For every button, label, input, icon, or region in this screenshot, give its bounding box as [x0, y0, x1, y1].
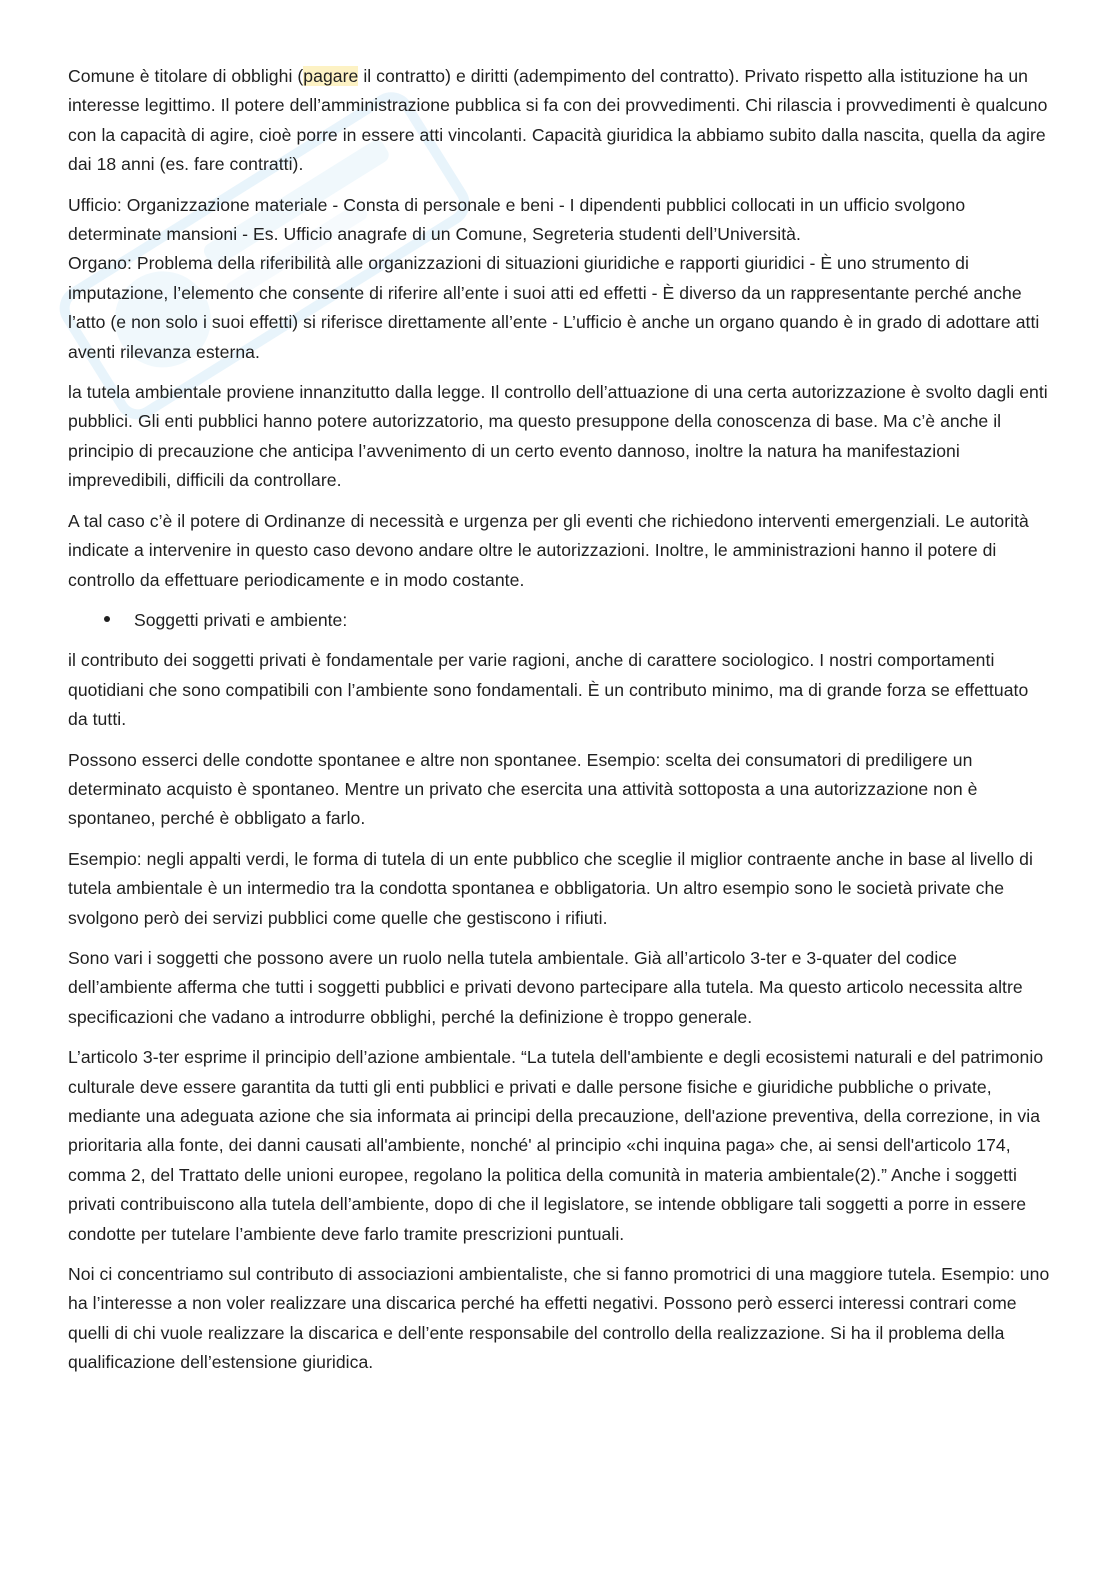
paragraph-ordinanze: A tal caso c’è il potere di Ordinanze di necessità e urgenza per gli eventi che richiedono interventi emergenziali. Le autorità indicate a intervenire in questo caso devono andare oltre le autorizzazioni. Inoltre, le amministrazioni hanno il potere di controllo da effettuare periodicamente e in modo costante.: [68, 510, 1029, 590]
paragraph-organo: Organo: Problema della riferibilità alle organizzazioni di situazioni giuridiche e rapporti giuridici - È uno strumento di imputazione, l’elemento che consente di riferire all’ente i suoi atti ed effetti - È diverso da un rappresentante perché anche l’atto (e non solo i suoi effetti) si riferisce direttamente all’ente - L’ufficio è anche un organo quando è in grado di adottare atti aventi rilevanza esterna.: [68, 253, 1040, 362]
document-body: [68, 62, 1050, 1389]
paragraph-comune: [68, 62, 1050, 180]
paragraph-associazioni: Noi ci concentriamo sul contributo di associazioni ambientaliste, che si fanno promotrici di una maggiore tutela. Esempio: uno ha l’interesse a non voler realizzare una discarica perché ha effetti negativi. Possono però esserci interessi contrari come quelli di chi vuole realizzare la discarica e dell’ente responsabile del controllo della realizzazione. Si ha il problema della qualificazione dell’estensione giuridica.: [68, 1264, 1050, 1373]
paragraph-soggetti: Sono vari i soggetti che possono avere un ruolo nella tutela ambientale. Già all’articolo 3-ter e 3-quater del codice dell’ambiente afferma che tutti i soggetti pubblici e privati devono partecipare alla tutela. Ma questo articolo necessita altre specificazioni che vadano a introdurre obblighi, perché la definizione è troppo generale.: [68, 947, 1023, 1027]
paragraph-articolo-3ter: L’articolo 3-ter esprime il principio dell’azione ambientale. “La tutela dell'ambiente e degli ecosistemi naturali e del patrimonio culturale deve essere garantita da tutti gli enti pubblici e privati e dalle persone fisiche e giuridiche pubbliche o private, mediante una adeguata azione che sia informata ai principi della precauzione, dell'azione preventiva, della correzione, in via prioritaria alla fonte, dei danni causati all'ambiente, nonché' al principio «chi inquina paga» che, ai sensi dell'articolo 174, comma 2, del Trattato delle unioni europee, regolano la politica della comunità in materia ambientale(2).” Anche i soggetti privati contribuiscono alla tutela dell’ambiente, dopo di che il legislatore, se intende obbligare tali soggetti a porre in essere condotte per tutelare l’ambiente deve farlo tramite prescrizioni puntuali.: [68, 1047, 1044, 1244]
paragraph-comune-rest: il contratto) e diritti (adempimento del contratto). Privato rispetto alla istituzione ha un interesse legittimo. Il potere dell’amministrazione pubblica si fa con dei provvedimenti. Chi rilascia i provvedimenti è qualcuno con la capacità di agire, cioè porre in essere atti vincolanti. Capacità giuridica la abbiamo subito dalla nascita, quella da agire dai 18 anni (es. fare contratti).: [68, 66, 1048, 175]
paragraph-tutela-ambientale: la tutela ambientale proviene innanzitutto dalla legge. Il controllo dell’attuazione di una certa autorizzazione è svolto dagli enti pubblici. Gli enti pubblici hanno potere autorizzatorio, ma questo presuppone della conoscenza di base. Ma c’è anche il principio di precauzione che anticipa l’avvenimento di un certo evento dannoso, inoltre la natura ha manifestazioni imprevedibili, difficili da controllare.: [68, 382, 1048, 491]
paragraph-ufficio: Ufficio: Organizzazione materiale - Consta di personale e beni - I dipendenti pubblici collocati in un ufficio svolgono determinate mansioni - Es. Ufficio anagrafe di un Comune, Segreteria studenti dell’Università.: [68, 194, 966, 245]
highlighted-word: pagare: [303, 66, 359, 86]
bullet-item: [68, 606, 1050, 635]
paragraph-contributo-privati: il contributo dei soggetti privati è fondamentale per varie ragioni, anche di carattere sociologico. I nostri comportamenti quotidiani che sono compatibili con l’ambiente sono fondamentali. È un contributo minimo, ma di grande forza se effettuato da tutti.: [68, 650, 1029, 730]
bullet-text: Soggetti privati e ambiente:: [134, 609, 348, 630]
paragraph-appalti-verdi: Esempio: negli appalti verdi, le forma di tutela di un ente pubblico che sceglie il miglior contraente anche in base al livello di tutela ambientale è un intermedio tra la condotta spontanea e obbligatoria. Un altro esempio sono le società private che svolgono però dei servizi pubblici come quelle che gestiscono i rifiuti.: [68, 848, 1033, 928]
bullet-dot-icon: [68, 606, 134, 635]
paragraph-comune-start: Comune è titolare di obblighi (: [68, 66, 304, 86]
paragraph-condotte: Possono esserci delle condotte spontanee e altre non spontanee. Esempio: scelta dei consumatori di prediligere un determinato acquisto è spontaneo. Mentre un privato che esercita una attività sottoposta a una autorizzazione non è spontaneo, perché è obbligato a farlo.: [68, 749, 978, 829]
